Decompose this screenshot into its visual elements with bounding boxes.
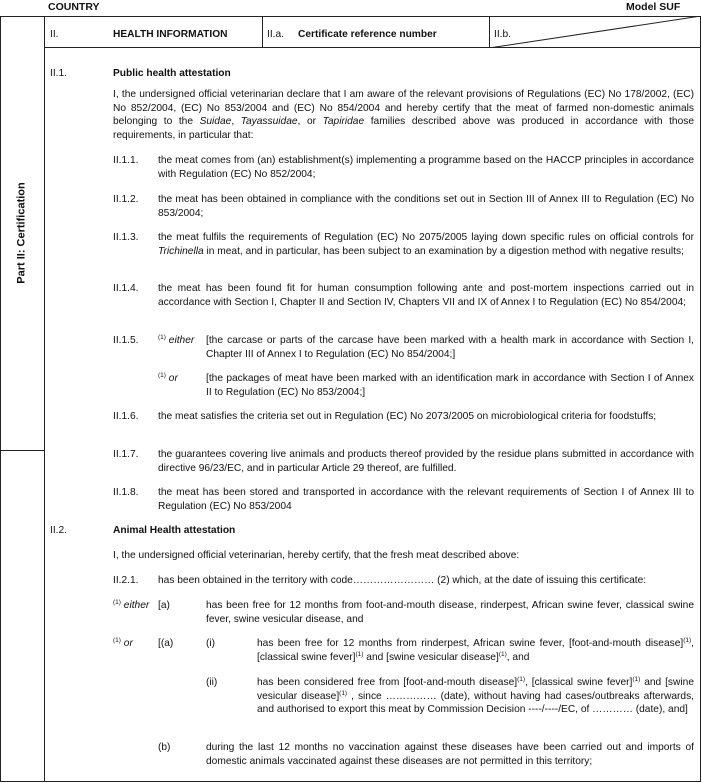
footnote-ref: (1) xyxy=(113,599,121,606)
s1-intro-text: families described above was produced in accordance with those requirements, in particular that: xyxy=(113,116,694,141)
item-number: II.1.4. xyxy=(113,283,139,294)
sub-ii-text xyxy=(257,676,694,717)
footnote-ref: (1) xyxy=(158,334,166,341)
option-a-label: [a) xyxy=(158,600,170,611)
trichinella-term: Trichinella xyxy=(158,245,204,257)
sub-i-part: , [classical swine fever] xyxy=(257,638,694,663)
item-number: II.1.1. xyxy=(113,155,139,166)
s2-title: Animal Health attestation xyxy=(113,525,236,536)
option-b-label: (b) xyxy=(158,742,171,753)
item-text-part: in meat, and in particular, has been subject to an examination by a digestion method with negative results; xyxy=(203,245,684,257)
or-text: [the packages of meat have been marked with an identification mark in accordance with Section I of Annex II to Regulation (EC) No 853/2004;] xyxy=(206,373,694,398)
either-word: either xyxy=(168,335,195,346)
item-text: the meat has been obtained in compliance with the conditions set out in Section III of Annex III to Regulation (EC) No 853/2004; xyxy=(158,194,694,219)
item-number: II.2.1. xyxy=(113,575,139,586)
sub-ii-label: (ii) xyxy=(206,677,218,688)
item-text: the meat comes from (an) establishment(s) implementing a programme based on the HACCP principles in accordance with Regulation (EC) No 852/2004; xyxy=(158,155,694,180)
model-label: Model SUF xyxy=(626,1,681,13)
ref-number: II.a. xyxy=(267,29,284,40)
footnote-ref: (1) xyxy=(683,637,692,644)
sub-i-part: and [swine vesicular disease] xyxy=(363,651,499,663)
either-option xyxy=(113,599,149,613)
header-divider xyxy=(262,16,263,48)
item-number: II.1.6. xyxy=(113,411,139,422)
option-a-text: has been free for 12 months from foot-and-mouth disease, rinderpest, African swine fever, classical swine fever, swine vesicular disease, and xyxy=(206,600,694,625)
item-text-part: the meat fulfils the requirements of Regulation (EC) No 2075/2005 laying down specific rules on official controls for xyxy=(158,232,694,243)
option-a-alt-label: [(a) xyxy=(158,638,174,649)
item-number: II.1.8. xyxy=(113,487,139,498)
item-text: the guarantees covering live animals and products thereof provided by the residue plans submitted in accordance with directive 96/23/EC, and in particular Article 29 thereof, are fulfilled. xyxy=(158,449,694,474)
sub-ii-part: , since …………… (date), without having had cases/outbreaks afterwards, and authorised to export this meat by Commission Decision ----/----/EC, of ………… (date), and] xyxy=(257,690,694,716)
option-b-text: during the last 12 months no vaccination against these diseases have been carried out and imports of domestic animals vaccinated against these diseases are not permitted in this territory; xyxy=(206,742,694,767)
s1-intro-sep: , xyxy=(231,116,241,128)
s1-intro-text: I, the undersigned official veterinarian declare that I am aware of the relevant provisions of Regulations (EC) No 178/2002, (EC) No 852/2004, (EC) No 853/2004 and (EC) No 854/2004 and hereby certify that the meat of farmed non-domestic animals belonging to the xyxy=(113,89,694,128)
sub-i-text xyxy=(257,637,694,664)
either-word: either xyxy=(123,600,150,611)
sub-i-label: (i) xyxy=(206,638,216,649)
item-text: the meat has been found fit for human consumption following ante and post-mortem inspections carried out in accordance with Section I, Chapter II and Section IV, Chapters VII and IX of Annex I to Regulation (EC) No 854/2004; xyxy=(158,283,694,308)
sub-ii-part: has been considered free from [foot-and-mouth disease] xyxy=(257,677,518,688)
s2-intro: I, the undersigned official veterinarian, hereby certify, that the fresh meat described above: xyxy=(113,550,520,561)
footnote-ref: (1) xyxy=(113,637,121,644)
or-word: or xyxy=(168,373,178,384)
sub-ii-part: , [classical swine fever] xyxy=(525,677,633,688)
section-title: HEALTH INFORMATION xyxy=(113,29,228,40)
item-text: has been obtained in the territory with code…………………… (2) which, at the date of issuing this certificate: xyxy=(158,575,647,586)
either-option xyxy=(158,334,194,348)
country-label: COUNTRY xyxy=(48,1,100,13)
item-number: II.1.2. xyxy=(113,194,139,205)
s1-intro-sep: , or xyxy=(297,116,323,128)
s1-intro xyxy=(113,88,694,142)
s2-number: II.2. xyxy=(50,525,67,536)
side-separator xyxy=(44,16,45,782)
or-option xyxy=(158,372,178,386)
iib-label: II.b. xyxy=(494,29,511,40)
item-text: the meat has been stored and transported in accordance with the relevant requirements of Section I of Annex III to Regulation (EC) No 853/2004 xyxy=(158,487,694,512)
footnote-ref: (1) xyxy=(632,676,641,683)
footnote-ref: (1) xyxy=(158,372,166,379)
header-diagonal xyxy=(489,16,701,48)
item-text xyxy=(158,231,694,258)
tapiridae-term: Tapiridae xyxy=(322,116,365,128)
item-text: the meat satisfies the criteria set out in Regulation (EC) No 2073/2005 on microbiological criteria for foodstuffs; xyxy=(158,411,657,422)
sub-i-part: has been free for 12 months from rinderpest, African swine fever, [foot-and-mouth disease] xyxy=(257,638,684,649)
suidae-term: Suidae xyxy=(199,116,232,128)
ref-title: Certificate reference number xyxy=(298,29,437,40)
or-word: or xyxy=(123,638,133,649)
either-text: [the carcase or parts of the carcase have been marked with a health mark in accordance with Section I, Chapter III of Annex I to Regulation (EC) No 854/2004;] xyxy=(206,335,694,360)
sub-ii-part: and [swine vesicular disease] xyxy=(257,677,694,702)
sub-i-part: , and xyxy=(506,651,530,663)
footnote-ref: (1) xyxy=(339,689,348,697)
or-option xyxy=(113,637,133,651)
footnote-ref: (1) xyxy=(498,650,507,658)
footnote-ref: (1) xyxy=(355,650,364,658)
part-ii-side-label: Part II: Certification xyxy=(15,182,28,284)
item-number: II.1.5. xyxy=(113,335,139,346)
item-number: II.1.7. xyxy=(113,449,139,460)
item-number: II.1.3. xyxy=(113,232,139,243)
s1-number: II.1. xyxy=(50,68,67,79)
s1-title: Public health attestation xyxy=(113,68,231,79)
footnote-ref: (1) xyxy=(517,676,526,683)
side-bottom-rule xyxy=(0,450,44,451)
section-number: II. xyxy=(50,29,59,40)
tayassuidae-term: Tayassuidae xyxy=(240,116,298,128)
